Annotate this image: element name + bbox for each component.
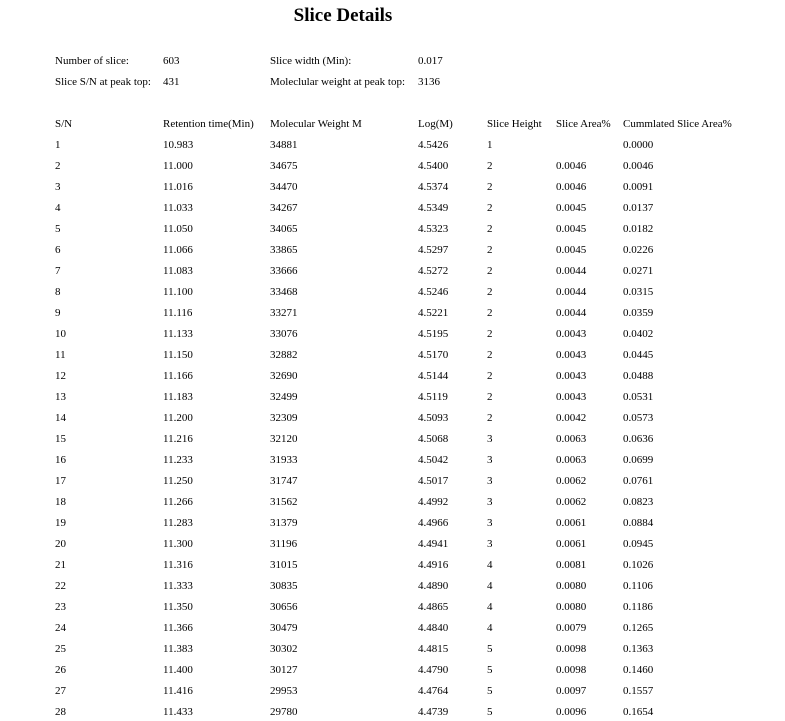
cell-molecular-weight: 31747 [270,475,298,487]
cell-cumulated-slice-area: 0.1026 [623,559,654,571]
cell-cumulated-slice-area: 0.0945 [623,538,654,550]
cell-slice-area: 0.0062 [556,496,587,508]
cell-molecular-weight: 30835 [270,580,298,592]
cell-sn: 3 [55,181,61,193]
cell-retention-time: 11.066 [163,244,193,256]
cell-slice-height: 3 [487,517,493,529]
sn-peak-value: 431 [163,76,180,88]
cell-sn: 14 [55,412,66,424]
cell-slice-height: 4 [487,559,493,571]
cell-slice-height: 2 [487,412,493,424]
cell-slice-height: 3 [487,433,493,445]
cell-cumulated-slice-area: 0.0000 [623,139,654,151]
cell-slice-area: 0.0096 [556,706,587,718]
cell-log-m: 4.4739 [418,706,449,718]
cell-slice-height: 2 [487,307,493,319]
cell-molecular-weight: 32882 [270,349,298,361]
cell-log-m: 4.5246 [418,286,449,298]
cell-sn: 28 [55,706,66,718]
cell-sn: 21 [55,559,66,571]
cell-slice-area: 0.0043 [556,328,587,340]
cell-molecular-weight: 32690 [270,370,298,382]
cell-sn: 6 [55,244,61,256]
cell-log-m: 4.4790 [418,664,449,676]
cell-slice-height: 2 [487,370,493,382]
page-title: Slice Details [293,5,393,26]
cell-log-m: 4.5374 [418,181,449,193]
cell-slice-area: 0.0080 [556,580,587,592]
cell-molecular-weight: 29780 [270,706,298,718]
cell-molecular-weight: 31379 [270,517,298,529]
cell-cumulated-slice-area: 0.1186 [623,601,653,613]
cell-log-m: 4.5323 [418,223,449,235]
cell-slice-height: 5 [487,685,493,697]
cell-slice-area: 0.0042 [556,412,587,424]
cell-slice-height: 5 [487,664,493,676]
cell-retention-time: 10.983 [163,139,194,151]
cell-slice-area: 0.0061 [556,517,587,529]
cell-slice-height: 2 [487,286,493,298]
cell-cumulated-slice-area: 0.1106 [623,580,653,592]
cell-slice-area: 0.0043 [556,370,587,382]
cell-retention-time: 11.400 [163,664,193,676]
cell-molecular-weight: 34267 [270,202,298,214]
cell-log-m: 4.5297 [418,244,449,256]
cell-sn: 9 [55,307,61,319]
cell-log-m: 4.5221 [418,307,449,319]
cell-retention-time: 11.350 [163,601,193,613]
cell-cumulated-slice-area: 0.0271 [623,265,654,277]
cell-slice-height: 2 [487,202,493,214]
cell-slice-area: 0.0063 [556,454,587,466]
cell-sn: 23 [55,601,66,613]
cell-retention-time: 11.233 [163,454,193,466]
cell-slice-area: 0.0043 [556,391,587,403]
cell-molecular-weight: 34881 [270,139,298,151]
column-header-molecular-weight: Molecular Weight M [270,118,362,130]
cell-cumulated-slice-area: 0.0137 [623,202,654,214]
cell-molecular-weight: 31015 [270,559,298,571]
cell-slice-height: 2 [487,391,493,403]
cell-log-m: 4.5119 [418,391,448,403]
cell-molecular-weight: 31933 [270,454,298,466]
cell-slice-area: 0.0045 [556,223,587,235]
cell-cumulated-slice-area: 0.0761 [623,475,654,487]
cell-slice-area: 0.0044 [556,265,587,277]
column-header-cumulated-slice-area: Cummlated Slice Area% [623,118,732,130]
cell-retention-time: 11.316 [163,559,193,571]
cell-retention-time: 11.166 [163,370,193,382]
cell-retention-time: 11.383 [163,643,193,655]
cell-molecular-weight: 33666 [270,265,298,277]
cell-molecular-weight: 30479 [270,622,298,634]
cell-log-m: 4.5017 [418,475,449,487]
cell-log-m: 4.5170 [418,349,449,361]
cell-sn: 2 [55,160,61,172]
cell-molecular-weight: 34470 [270,181,298,193]
cell-log-m: 4.4764 [418,685,449,697]
cell-slice-area: 0.0063 [556,433,587,445]
sn-peak-label: Slice S/N at peak top: [55,76,151,88]
cell-sn: 5 [55,223,61,235]
cell-slice-height: 3 [487,475,493,487]
cell-cumulated-slice-area: 0.1363 [623,643,654,655]
cell-sn: 27 [55,685,66,697]
cell-cumulated-slice-area: 0.0091 [623,181,654,193]
cell-molecular-weight: 30127 [270,664,298,676]
cell-cumulated-slice-area: 0.0359 [623,307,654,319]
cell-log-m: 4.5400 [418,160,449,172]
column-header-sn: S/N [55,118,73,130]
cell-slice-height: 4 [487,622,493,634]
cell-molecular-weight: 34065 [270,223,298,235]
cell-retention-time: 11.266 [163,496,193,508]
cell-retention-time: 11.133 [163,328,193,340]
cell-sn: 18 [55,496,66,508]
cell-slice-height: 2 [487,223,493,235]
cell-slice-area: 0.0062 [556,475,587,487]
cell-sn: 11 [55,349,66,361]
cell-slice-area: 0.0043 [556,349,587,361]
cell-slice-height: 3 [487,538,493,550]
cell-molecular-weight: 32309 [270,412,298,424]
cell-cumulated-slice-area: 0.0315 [623,286,654,298]
cell-log-m: 4.5144 [418,370,449,382]
cell-retention-time: 11.000 [163,160,193,172]
slice-width-value: 0.017 [418,55,443,67]
cell-sn: 20 [55,538,66,550]
cell-log-m: 4.4890 [418,580,449,592]
cell-sn: 25 [55,643,66,655]
cell-cumulated-slice-area: 0.0636 [623,433,654,445]
cell-sn: 7 [55,265,61,277]
cell-slice-area: 0.0046 [556,181,587,193]
cell-retention-time: 11.200 [163,412,193,424]
cell-cumulated-slice-area: 0.0699 [623,454,654,466]
mw-peak-label: Moleclular weight at peak top: [270,76,406,88]
cell-cumulated-slice-area: 0.1265 [623,622,654,634]
cell-retention-time: 11.216 [163,433,193,445]
cell-cumulated-slice-area: 0.0488 [623,370,654,382]
cell-cumulated-slice-area: 0.0573 [623,412,654,424]
cell-log-m: 4.5195 [418,328,449,340]
cell-cumulated-slice-area: 0.0182 [623,223,654,235]
cell-molecular-weight: 32120 [270,433,298,445]
cell-cumulated-slice-area: 0.0884 [623,517,654,529]
cell-log-m: 4.4992 [418,496,449,508]
cell-retention-time: 11.366 [163,622,193,634]
cell-molecular-weight: 32499 [270,391,298,403]
cell-slice-area: 0.0081 [556,559,587,571]
mw-peak-value: 3136 [418,76,440,88]
column-header-retention-time: Retention time(Min) [163,118,254,130]
cell-log-m: 4.5042 [418,454,449,466]
cell-cumulated-slice-area: 0.0046 [623,160,654,172]
cell-sn: 13 [55,391,66,403]
cell-log-m: 4.4966 [418,517,449,529]
cell-molecular-weight: 33076 [270,328,298,340]
cell-sn: 22 [55,580,66,592]
cell-slice-height: 4 [487,580,493,592]
cell-cumulated-slice-area: 0.1557 [623,685,654,697]
cell-molecular-weight: 33865 [270,244,298,256]
cell-molecular-weight: 33271 [270,307,298,319]
cell-log-m: 4.4840 [418,622,449,634]
cell-slice-height: 5 [487,643,493,655]
cell-slice-height: 3 [487,454,493,466]
cell-slice-area: 0.0098 [556,664,587,676]
cell-molecular-weight: 31562 [270,496,298,508]
cell-slice-area: 0.0097 [556,685,587,697]
cell-slice-height: 5 [487,706,493,718]
cell-sn: 4 [55,202,61,214]
cell-slice-area: 0.0046 [556,160,587,172]
cell-retention-time: 11.300 [163,538,193,550]
cell-sn: 8 [55,286,61,298]
cell-slice-area: 0.0044 [556,286,587,298]
column-header-slice-area: Slice Area% [556,118,611,130]
cell-slice-height: 2 [487,349,493,361]
cell-retention-time: 11.016 [163,181,193,193]
cell-retention-time: 11.100 [163,286,193,298]
cell-sn: 15 [55,433,66,445]
cell-molecular-weight: 30656 [270,601,298,613]
cell-retention-time: 11.116 [163,307,193,319]
cell-log-m: 4.5426 [418,139,449,151]
cell-log-m: 4.5068 [418,433,449,445]
cell-retention-time: 11.283 [163,517,193,529]
cell-sn: 24 [55,622,66,634]
cell-slice-area: 0.0061 [556,538,587,550]
cell-slice-height: 4 [487,601,493,613]
cell-slice-height: 3 [487,496,493,508]
cell-cumulated-slice-area: 0.0823 [623,496,654,508]
cell-slice-area: 0.0045 [556,244,587,256]
cell-molecular-weight: 30302 [270,643,298,655]
cell-slice-area: 0.0044 [556,307,587,319]
cell-slice-height: 2 [487,244,493,256]
cell-slice-height: 2 [487,265,493,277]
cell-retention-time: 11.183 [163,391,193,403]
cell-sn: 1 [55,139,61,151]
cell-cumulated-slice-area: 0.1654 [623,706,654,718]
cell-log-m: 4.4815 [418,643,449,655]
cell-sn: 26 [55,664,66,676]
cell-log-m: 4.5349 [418,202,449,214]
cell-cumulated-slice-area: 0.1460 [623,664,654,676]
cell-log-m: 4.5272 [418,265,449,277]
cell-retention-time: 11.333 [163,580,193,592]
cell-retention-time: 11.250 [163,475,193,487]
cell-cumulated-slice-area: 0.0402 [623,328,654,340]
cell-sn: 19 [55,517,66,529]
cell-slice-height: 1 [487,139,493,151]
cell-retention-time: 11.433 [163,706,193,718]
cell-retention-time: 11.150 [163,349,193,361]
cell-slice-area: 0.0045 [556,202,587,214]
num-slice-value: 603 [163,55,180,67]
cell-log-m: 4.5093 [418,412,449,424]
cell-slice-area: 0.0079 [556,622,587,634]
cell-retention-time: 11.033 [163,202,193,214]
cell-slice-area: 0.0080 [556,601,587,613]
cell-log-m: 4.4916 [418,559,449,571]
cell-retention-time: 11.083 [163,265,193,277]
cell-slice-height: 2 [487,181,493,193]
cell-slice-height: 2 [487,328,493,340]
cell-slice-area: 0.0098 [556,643,587,655]
cell-log-m: 4.4865 [418,601,449,613]
cell-molecular-weight: 34675 [270,160,298,172]
column-header-log-m: Log(M) [418,118,453,130]
cell-molecular-weight: 31196 [270,538,298,550]
num-slice-label: Number of slice: [55,55,129,67]
cell-retention-time: 11.050 [163,223,193,235]
cell-cumulated-slice-area: 0.0445 [623,349,654,361]
slice-width-label: Slice width (Min): [270,55,352,67]
cell-slice-height: 2 [487,160,493,172]
cell-molecular-weight: 33468 [270,286,298,298]
cell-log-m: 4.4941 [418,538,449,550]
cell-sn: 10 [55,328,66,340]
cell-sn: 17 [55,475,66,487]
cell-molecular-weight: 29953 [270,685,298,697]
cell-cumulated-slice-area: 0.0226 [623,244,654,256]
column-header-slice-height: Slice Height [487,118,542,130]
cell-cumulated-slice-area: 0.0531 [623,391,654,403]
cell-retention-time: 11.416 [163,685,193,697]
cell-sn: 12 [55,370,66,382]
cell-sn: 16 [55,454,66,466]
